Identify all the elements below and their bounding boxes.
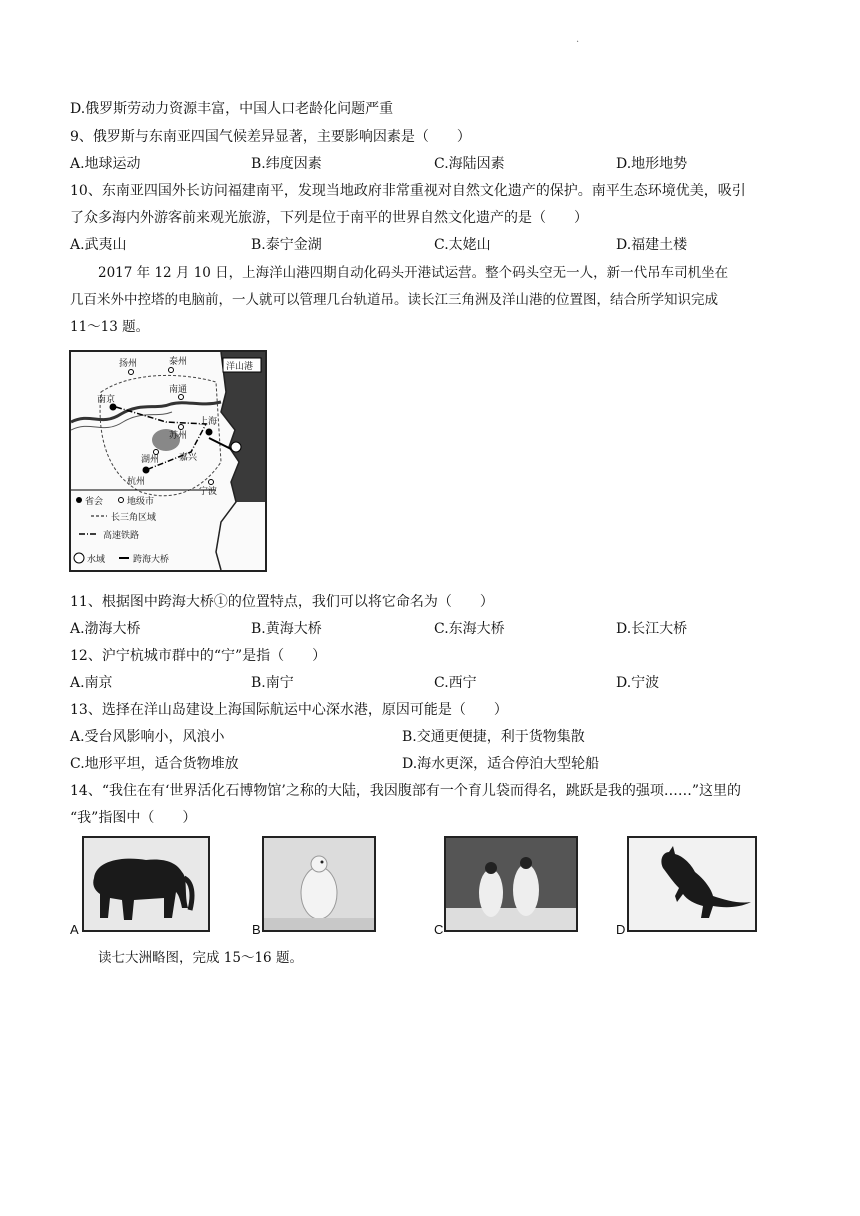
next-section-intro: 读七大洲略图，完成 15～16 题。 <box>98 950 303 966</box>
hangzhou-label: 杭州 <box>127 477 146 487</box>
q11-stem: 11、根据图中跨海大桥①的位置特点，我们可以将它命名为（ ） <box>70 594 494 610</box>
q9-option-b: B.纬度因素 <box>251 156 322 172</box>
q9-stem: 9、俄罗斯与东南亚四国气候差异显著，主要影响因素是（ ） <box>70 129 471 145</box>
shanghai-dot <box>206 429 213 436</box>
q12-option-b: B.南宁 <box>251 675 294 691</box>
q10-option-d: D.福建土楼 <box>616 237 688 253</box>
map-drawing <box>71 352 265 570</box>
legend-bridge: 跨海大桥 <box>133 555 170 565</box>
kangaroo-icon <box>629 838 755 930</box>
legend-city-icon <box>119 498 124 503</box>
q11-option-d: D.长江大桥 <box>616 621 688 637</box>
top-dot: . <box>576 34 580 45</box>
picture-d-kangaroo <box>627 836 757 932</box>
q11-option-b: B.黄海大桥 <box>251 621 322 637</box>
q10-option-a: A.武夷山 <box>70 237 127 253</box>
q8-option-d: D.俄罗斯劳动力资源丰富，中国人口老龄化问题严重 <box>70 101 394 117</box>
passage-line2: 几百米外中控塔的电脑前，一人就可以管理几台轨道吊。读长江三角洲及洋山港的位置图，结合所学知识完成 <box>70 292 718 308</box>
legend-capital-icon <box>76 497 82 503</box>
taizhou-label: 泰州 <box>169 357 188 367</box>
picture-a-label: A <box>70 922 79 937</box>
q10-stem-line1: 10、东南亚四国外长访问福建南平，发现当地政府非常重视对自然文化遗产的保护。南平生态环境优美，吸引 <box>70 183 746 199</box>
q10-option-c: C.太姥山 <box>434 237 491 253</box>
q13-option-b: B.交通更便捷，利于货物集散 <box>402 729 585 745</box>
sea-area <box>221 352 265 502</box>
legend-water-icon <box>74 553 84 563</box>
ningbo-dot <box>209 480 214 485</box>
q9-option-d: D.地形地势 <box>616 156 688 172</box>
suzhou-label: 苏州 <box>169 431 188 441</box>
q9-option-a: A.地球运动 <box>70 156 141 172</box>
legend-capital: 省会 <box>85 497 104 507</box>
picture-c-penguins <box>444 836 578 932</box>
nantong-dot <box>179 395 184 400</box>
picture-a-elephant <box>82 836 210 932</box>
picture-b-label: B <box>252 922 261 937</box>
hangzhou-dot <box>143 467 150 474</box>
q12-stem: 12、沪宁杭城市群中的“宁”是指（ ） <box>70 648 327 664</box>
q13-option-d: D.海水更深，适合停泊大型轮船 <box>402 756 600 772</box>
q13-option-a: A.受台风影响小，风浪小 <box>70 729 225 745</box>
yangshan-label: 洋山港 <box>226 362 254 372</box>
q9-option-c: C.海陆因素 <box>434 156 505 172</box>
q11-option-a: A.渤海大桥 <box>70 621 141 637</box>
bridge-marker-icon <box>231 442 241 452</box>
q11-option-c: C.东海大桥 <box>434 621 505 637</box>
huzhou-label: 湖州 <box>141 455 160 465</box>
q12-option-a: A.南京 <box>70 675 113 691</box>
ningbo-label: 宁波 <box>199 487 218 497</box>
jiaxing-label: 嘉兴 <box>179 453 198 463</box>
suzhou-dot <box>179 425 184 430</box>
elephant-icon <box>84 838 208 930</box>
q14-stem-line1: 14、“我住在有‘世界活化石博物馆’之称的大陆，我因腹部有一个育儿袋而得名，跳跃是我的强项……”这里的 <box>70 783 742 799</box>
legend-city: 地级市 <box>127 497 155 507</box>
passage-line3: 11～13 题。 <box>70 319 150 335</box>
q10-option-b: B.泰宁金湖 <box>251 237 322 253</box>
legend-water: 水域 <box>87 555 106 565</box>
q10-stem-line2: 了众多海内外游客前来观光旅游，下列是位于南平的世界自然文化遗产的是（ ） <box>70 210 588 226</box>
q13-option-c: C.地形平坦，适合货物堆放 <box>70 756 239 772</box>
q14-stem-line2: “我”指图中（ ） <box>70 810 197 826</box>
yangzhou-dot <box>129 370 134 375</box>
yangtze-delta-map <box>69 350 267 572</box>
polar-bear-icon <box>264 838 374 930</box>
picture-c-label: C <box>434 922 444 937</box>
q12-option-d: D.宁波 <box>616 675 660 691</box>
yangzhou-label: 扬州 <box>119 359 138 369</box>
q13-stem: 13、选择在洋山岛建设上海国际航运中心深水港，原因可能是（ ） <box>70 702 508 718</box>
nanjing-label: 南京 <box>97 395 116 405</box>
taizhou-dot <box>169 368 174 373</box>
legend-railway: 高速铁路 <box>103 531 140 541</box>
nantong-label: 南通 <box>169 385 188 395</box>
picture-b-polarbear <box>262 836 376 932</box>
shanghai-label: 上海 <box>199 417 218 427</box>
q12-option-c: C.西宁 <box>434 675 477 691</box>
huzhou-dot <box>154 450 159 455</box>
picture-d-label: D <box>616 922 626 937</box>
passage-line1: 2017 年 12 月 10 日，上海洋山港四期自动化码头开港试运营。整个码头空无一人，新一代吊车司机坐在 <box>98 265 729 281</box>
legend-delta: 长三角区域 <box>111 513 157 523</box>
penguin-icon <box>446 838 576 930</box>
